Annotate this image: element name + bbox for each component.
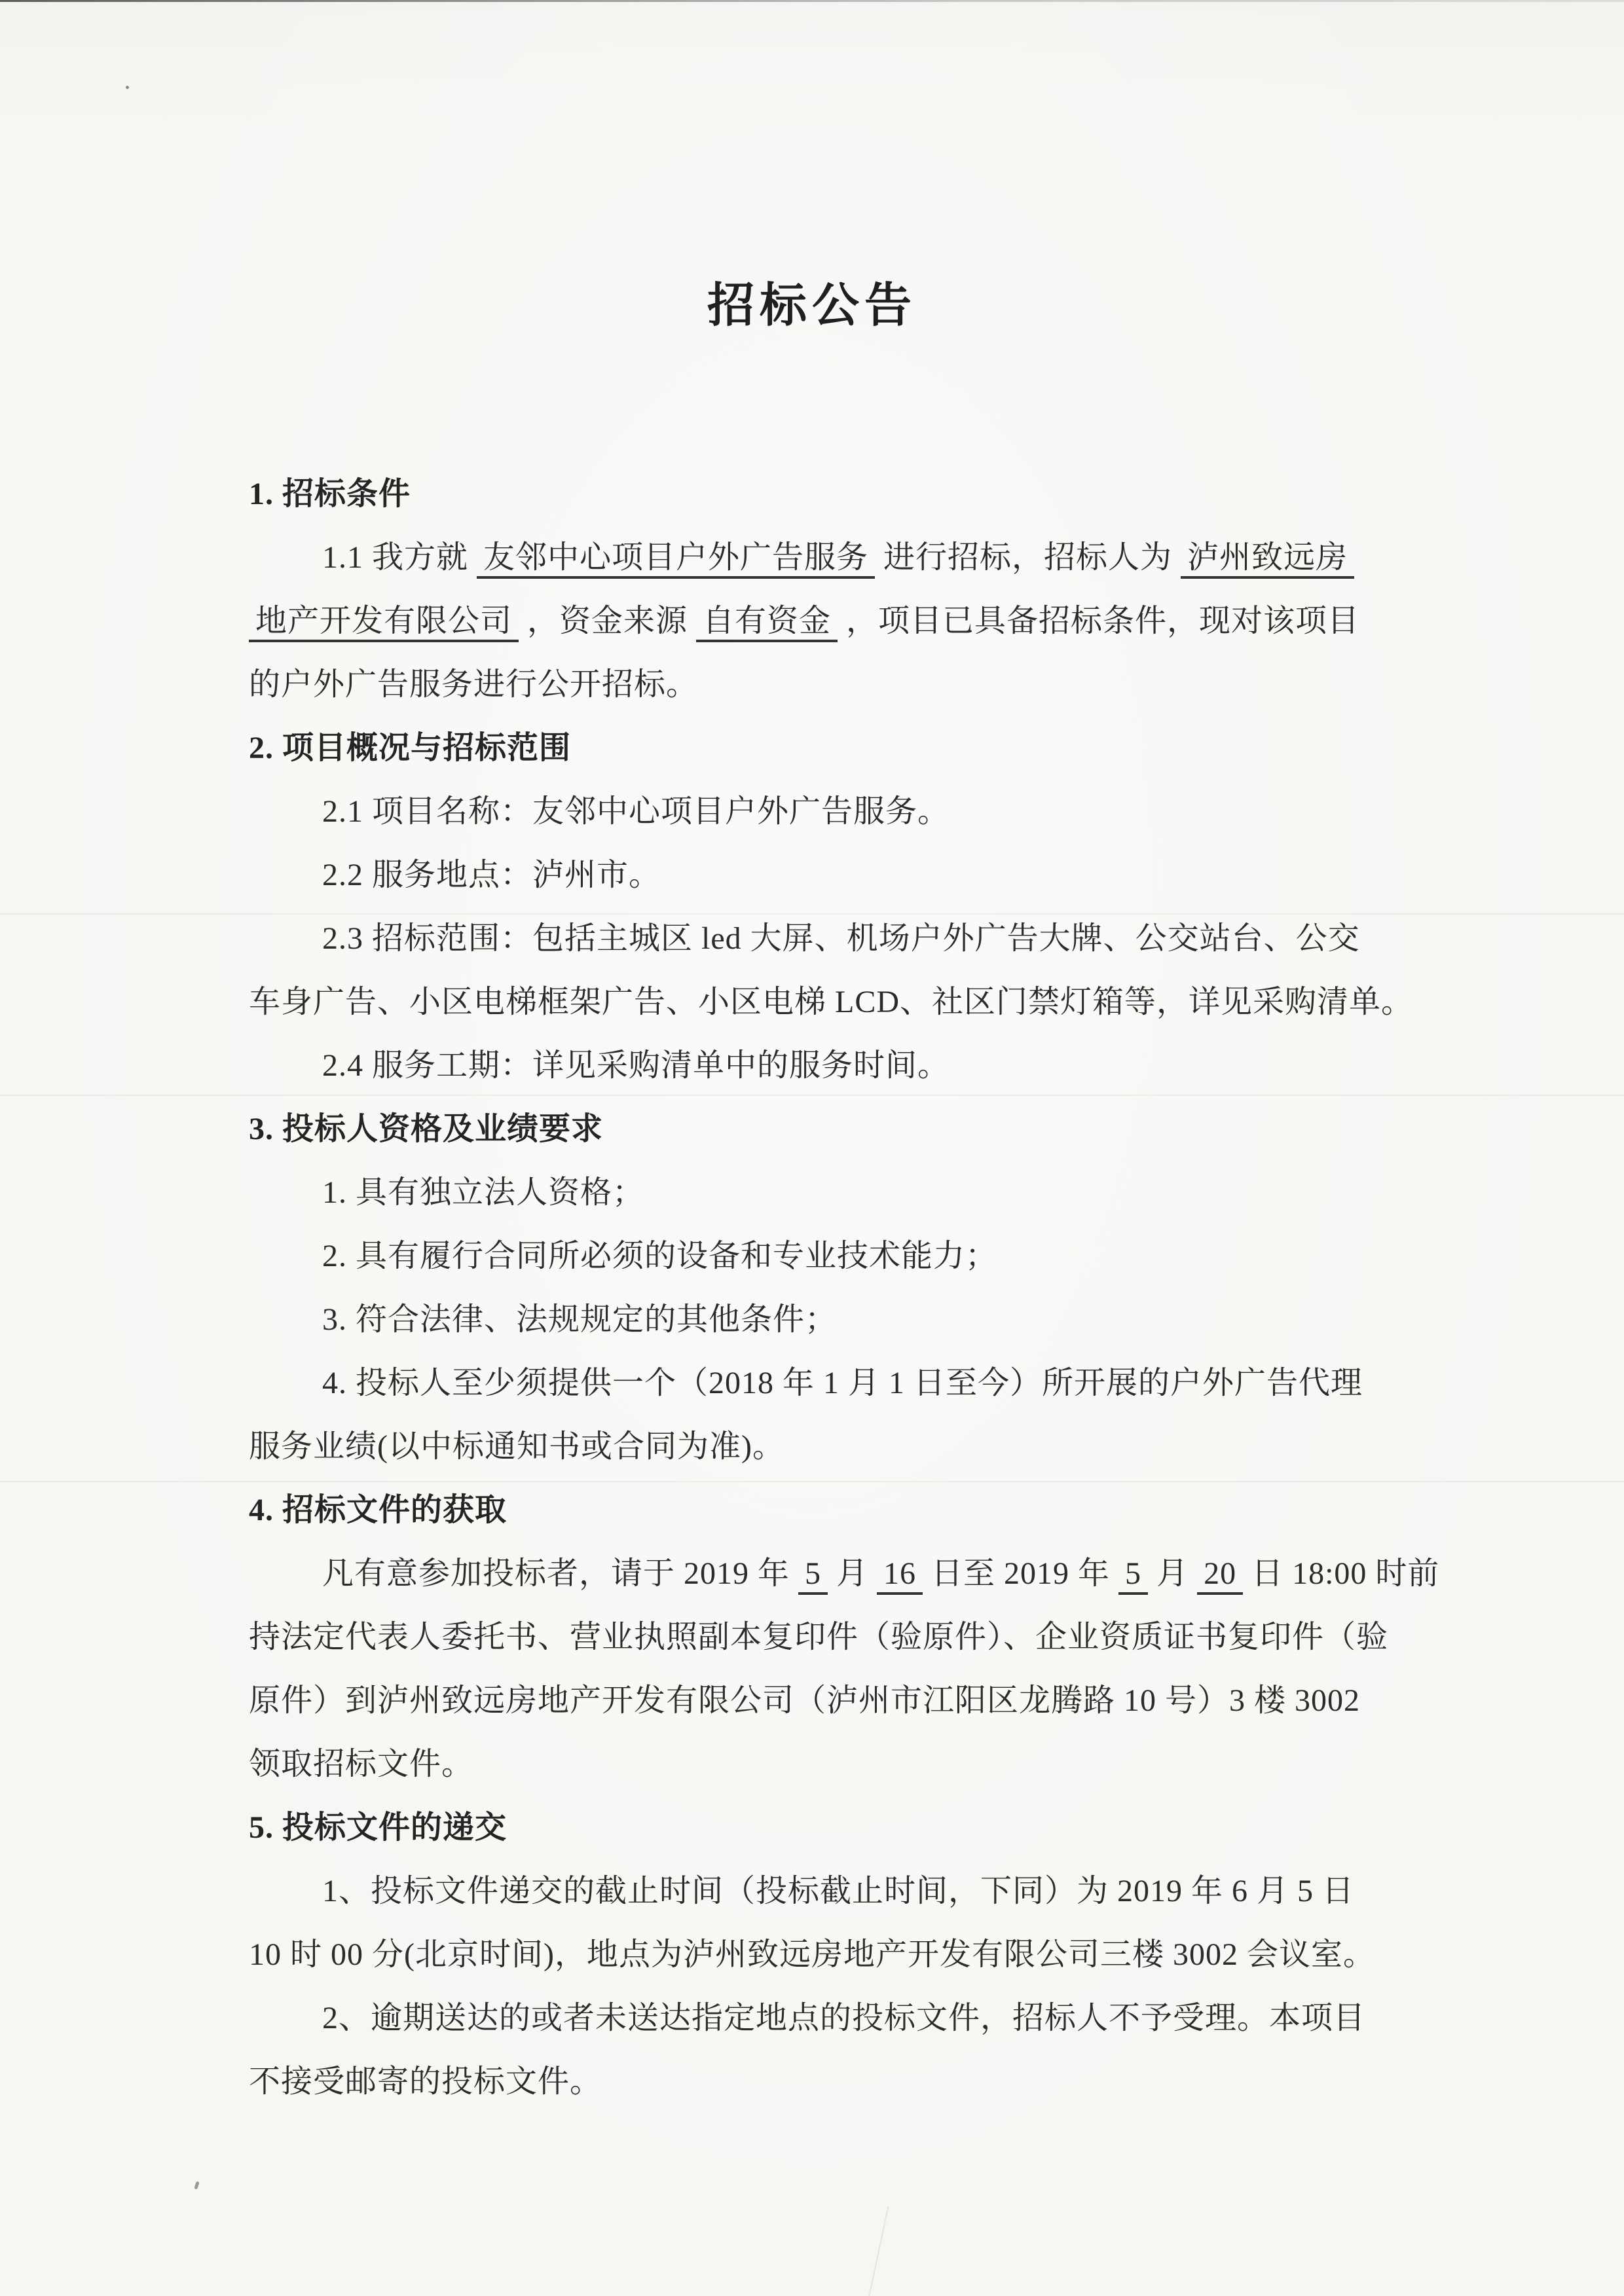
text-segment: 服务业绩(以中标通知书或合同为准)。 — [249, 1429, 784, 1464]
scan-artifact-top-edge — [0, 0, 1624, 2]
text-line — [249, 1288, 1388, 1351]
text-segment: 2.3 招标范围：包括主城区 led 大屏、机场户外广告大牌、公交站台、公交 — [322, 921, 1360, 956]
text-segment: 2. 具有履行合同所必须的设备和专业技术能力； — [322, 1239, 998, 1273]
text-line — [249, 1351, 1388, 1415]
text-segment: 2、逾期送达的或者未送达指定地点的投标文件，招标人不予受理。本项目 — [322, 2001, 1366, 2035]
text-segment: 1、投标文件递交的截止时间（投标截止时间，下同）为 2019 年 6 月 5 日 — [322, 1874, 1355, 1908]
scan-crease — [867, 2206, 889, 2296]
text-line — [249, 970, 1414, 1034]
text-segment: ，资金来源 — [519, 604, 697, 638]
text-segment: 日 18:00 时前 — [1243, 1556, 1440, 1591]
document-body — [249, 462, 1440, 2113]
text-segment: 1. 具有独立法人资格； — [322, 1175, 645, 1210]
underlined-text: 5 — [1118, 1556, 1148, 1595]
text-line — [249, 1986, 1388, 2050]
text-segment: 原件）到泸州致远房地产开发有限公司（泸州市江阳区龙腾路 10 号）3 楼 3002 — [249, 1683, 1361, 1718]
section-heading: 3. 投标人资格及业绩要求 — [249, 1112, 604, 1146]
underlined-text: 20 — [1197, 1556, 1243, 1595]
text-segment: 进行招标，招标人为 — [875, 540, 1181, 575]
underlined-text: 自有资金 — [696, 604, 838, 642]
text-segment: 月 — [828, 1556, 877, 1591]
underlined-text: 地产开发有限公司 — [249, 604, 519, 642]
text-line — [249, 1415, 1388, 1478]
scan-speck — [126, 86, 129, 89]
document-title: 招标公告 — [707, 280, 917, 332]
scan-speck — [194, 2181, 199, 2190]
text-segment: 2.2 服务地点：泸州市。 — [322, 858, 661, 892]
text-line — [249, 1161, 1388, 1224]
text-segment: 日至 2019 年 — [923, 1556, 1119, 1591]
section-heading: 4. 招标文件的获取 — [249, 1493, 507, 1527]
text-segment: 3. 符合法律、法规规定的其他条件； — [322, 1302, 838, 1337]
text-segment: 车身广告、小区电梯框架广告、小区电梯 LCD、社区门禁灯箱等，详见采购清单。 — [249, 985, 1414, 1019]
text-segment: 月 — [1148, 1556, 1198, 1591]
section-heading: 5. 投标文件的递交 — [249, 1810, 507, 1845]
text-line — [249, 1224, 1388, 1288]
underlined-text: 友邻中心项目户外广告服务 — [477, 540, 875, 579]
text-segment: 持法定代表人委托书、营业执照副本复印件（验原件）、企业资质证书复印件（验 — [249, 1620, 1389, 1654]
text-segment: 2.1 项目名称：友邻中心项目户外广告服务。 — [322, 794, 950, 829]
text-segment: 4. 投标人至少须提供一个（2018 年 1 月 1 日至今）所开展的户外广告代理 — [322, 1366, 1363, 1400]
text-line — [249, 2050, 1388, 2113]
text-line — [249, 1542, 1440, 1605]
text-segment: 领取招标文件。 — [249, 1747, 474, 1781]
text-line — [249, 1669, 1388, 1732]
text-segment: 10 时 00 分(北京时间)，地点为泸州致远房地产开发有限公司三楼 3002 会议室。 — [249, 1937, 1375, 1972]
text-segment: 2.4 服务工期：详见采购清单中的服务时间。 — [322, 1048, 950, 1083]
underlined-text: 泸州致远房 — [1181, 540, 1354, 579]
text-line — [249, 907, 1388, 970]
text-line — [249, 1034, 1388, 1097]
text-segment: 的户外广告服务进行公开招标。 — [249, 667, 699, 702]
text-line — [249, 1923, 1388, 1986]
section-heading: 1. 招标条件 — [249, 477, 411, 511]
text-line — [249, 589, 1388, 653]
underlined-text: 5 — [798, 1556, 828, 1595]
text-line — [249, 1732, 1388, 1796]
text-line — [249, 526, 1388, 589]
text-line — [249, 780, 1388, 843]
text-segment: 不接受邮寄的投标文件。 — [249, 2064, 602, 2099]
text-line — [249, 1605, 1388, 1669]
text-line — [249, 653, 1388, 716]
text-line — [249, 1859, 1388, 1923]
section-heading: 2. 项目概况与招标范围 — [249, 731, 572, 765]
text-line — [249, 843, 1388, 907]
underlined-text: 16 — [877, 1556, 923, 1595]
text-segment: 凡有意参加投标者，请于 2019 年 — [322, 1556, 799, 1591]
text-segment: 1.1 我方就 — [322, 540, 477, 575]
text-segment: ，项目已具备招标条件，现对该项目 — [838, 604, 1360, 638]
